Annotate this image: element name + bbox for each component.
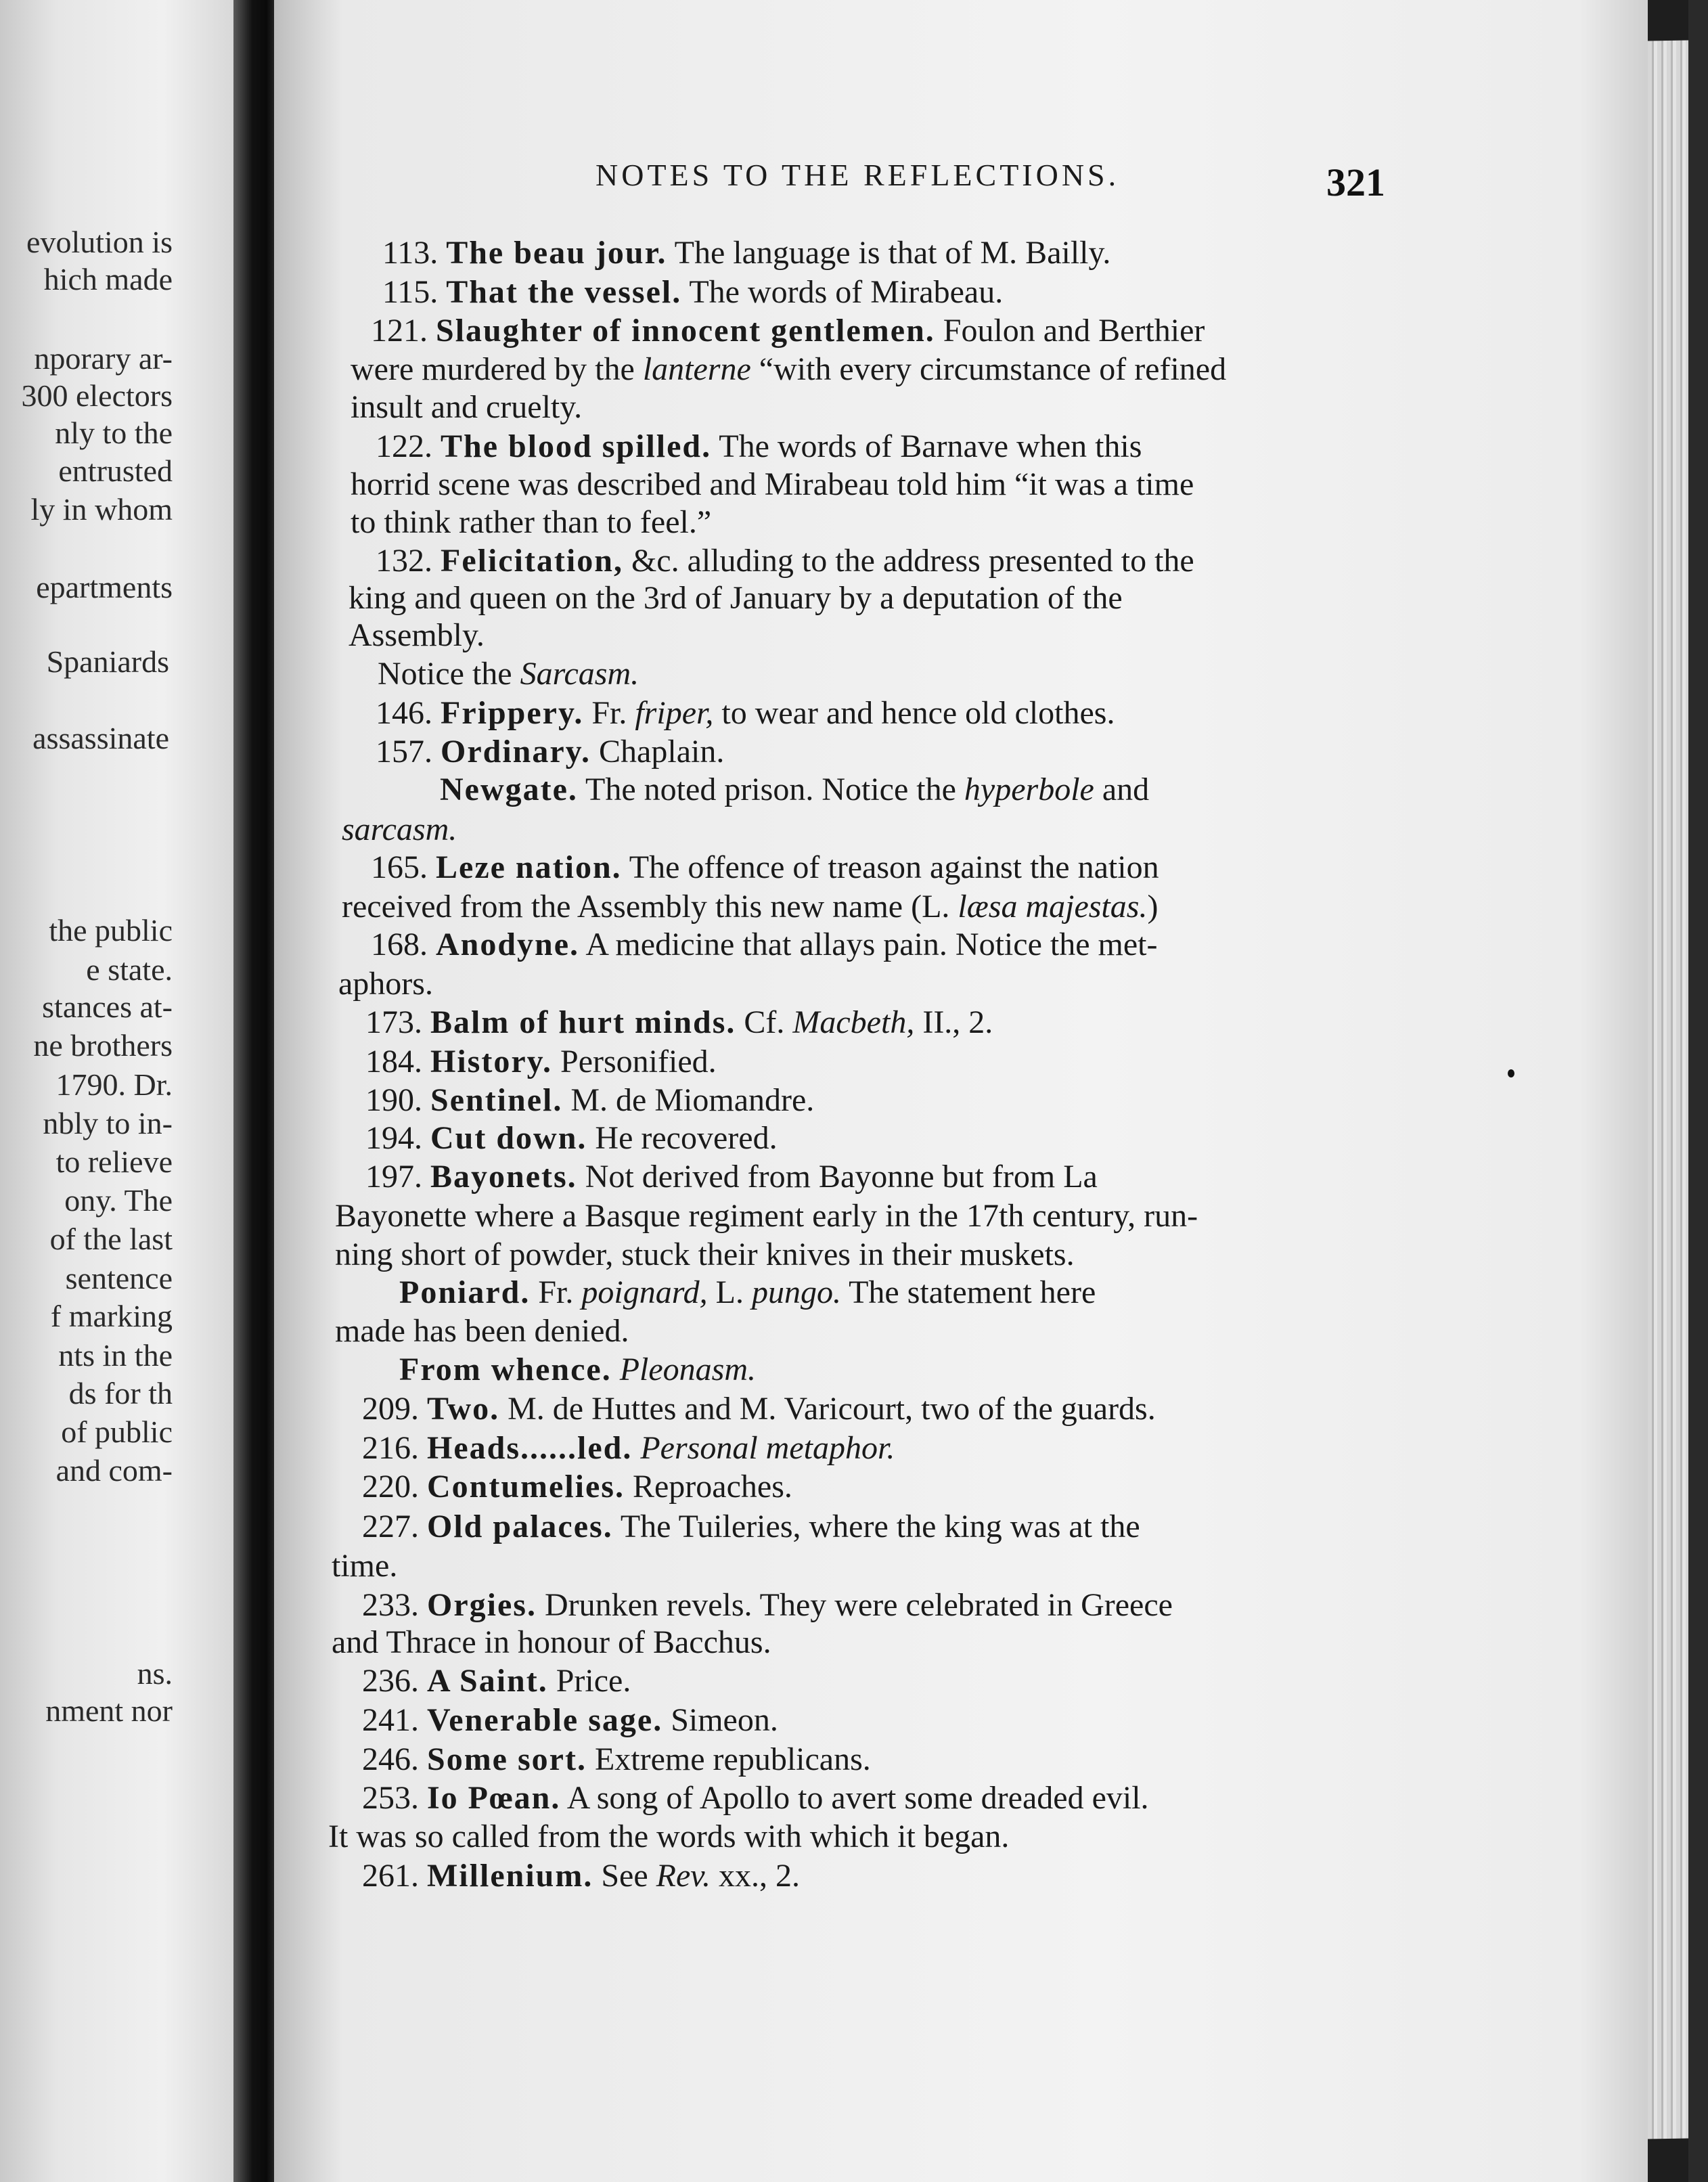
left-page-text-fragment: the public xyxy=(49,913,173,948)
note-line xyxy=(362,1393,1156,1425)
note-text: made has been denied. xyxy=(335,1313,629,1349)
note-italic: Pleonasm. xyxy=(619,1352,757,1387)
note-text: He recovered. xyxy=(587,1120,778,1156)
note-term: Bayonets. xyxy=(430,1159,577,1195)
note-italic: sarcasm. xyxy=(342,811,457,847)
left-page-text-fragment: f marking xyxy=(50,1299,173,1333)
note-line xyxy=(338,968,433,1000)
left-page-text-fragment: nts in the xyxy=(58,1338,173,1373)
note-term: Io Pœan. xyxy=(427,1780,561,1816)
note-text: were murdered by the xyxy=(351,351,643,387)
note-line xyxy=(362,1782,1149,1814)
note-term: Poniard. xyxy=(399,1274,531,1310)
note-term: Heads......led. xyxy=(427,1430,633,1466)
note-text: L. xyxy=(707,1274,752,1310)
note-number: 197. xyxy=(365,1159,422,1195)
note-term: Anodyne. xyxy=(436,927,580,962)
note-term: From whence. xyxy=(399,1352,612,1387)
note-term: Balm of hurt minds. xyxy=(430,1004,736,1040)
note-line xyxy=(351,506,711,539)
note-line xyxy=(376,697,1115,730)
left-page-text-fragment: nbly to in- xyxy=(43,1106,173,1140)
note-text: Notice the xyxy=(378,656,520,692)
note-term: A Saint. xyxy=(427,1663,548,1699)
note-number: 115. xyxy=(382,274,439,310)
note-text: Reproaches. xyxy=(624,1469,792,1505)
note-number: 253. xyxy=(362,1780,419,1816)
left-page-text-fragment: nment nor xyxy=(45,1693,173,1728)
note-text: to wear and hence old clothes. xyxy=(713,695,1115,731)
note-number: 184. xyxy=(365,1044,422,1079)
note-line xyxy=(335,1315,629,1348)
note-line xyxy=(376,736,724,768)
note-line xyxy=(365,1046,717,1078)
note-number: 241. xyxy=(362,1702,419,1738)
note-text: Fr. xyxy=(583,695,635,731)
note-line xyxy=(399,1354,756,1386)
note-text: The offence of treason against the nation xyxy=(621,849,1159,885)
left-page-text-fragment: to relieve xyxy=(55,1144,173,1179)
note-line xyxy=(351,468,1194,501)
note-term: Venerable sage. xyxy=(427,1702,663,1738)
note-number: 132. xyxy=(376,543,432,579)
note-line xyxy=(399,1276,1096,1309)
note-line xyxy=(382,237,1110,269)
note-number: 113. xyxy=(382,235,439,271)
left-page-text-fragment: epartments xyxy=(36,570,173,604)
note-line xyxy=(351,353,1226,386)
note-text: A song of Apollo to avert some dreaded evil. xyxy=(560,1780,1149,1816)
note-italic: Sarcasm. xyxy=(520,656,639,692)
note-italic: lanterne xyxy=(642,351,751,387)
note-term: Slaughter of innocent gentlemen. xyxy=(436,313,935,349)
note-term: Contumelies. xyxy=(427,1469,625,1505)
note-text xyxy=(612,1352,620,1387)
note-line xyxy=(328,1821,1009,1853)
note-line xyxy=(342,811,457,847)
note-text: time. xyxy=(332,1548,398,1584)
left-page-text-fragment: 1790. Dr. xyxy=(55,1067,173,1102)
note-text: &c. alluding to the address presented to the xyxy=(623,543,1194,579)
note-number: 173. xyxy=(365,1004,422,1040)
left-page-text-fragment: ony. The xyxy=(64,1183,173,1218)
note-text: Not derived from Bayonne but from La xyxy=(577,1159,1098,1195)
note-italic: friper, xyxy=(635,695,714,731)
left-page-text-fragment: and com- xyxy=(55,1453,173,1488)
note-text: Fr. xyxy=(530,1274,582,1310)
left-page-text-fragment: ns. xyxy=(137,1656,173,1691)
note-term: The blood spilled. xyxy=(441,428,712,464)
left-page-text-fragment: evolution is xyxy=(26,225,173,259)
note-number: 168. xyxy=(371,927,428,962)
note-line xyxy=(365,1084,814,1117)
note-line xyxy=(365,1006,993,1039)
note-text: The Tuileries, where the king was at the xyxy=(612,1509,1140,1544)
left-page-text-fragment: ly in whom xyxy=(30,492,173,527)
note-term: Millenium. xyxy=(427,1858,593,1894)
note-line xyxy=(335,1200,1198,1232)
left-page-text-fragment: nporary ar- xyxy=(34,341,173,376)
left-page-text-fragment: entrusted xyxy=(58,453,173,488)
note-line xyxy=(371,315,1205,347)
note-line xyxy=(382,276,1003,309)
note-italic: hyperbole xyxy=(964,772,1094,807)
note-text: II., 2. xyxy=(914,1004,993,1040)
note-line xyxy=(376,545,1194,577)
page-number: 321 xyxy=(1326,160,1385,204)
note-text: Bayonette where a Basque regiment early in the 17th century, run- xyxy=(335,1198,1198,1234)
note-number: 194. xyxy=(365,1120,422,1156)
left-page-text-fragment: ds for th xyxy=(68,1376,173,1410)
note-term: Felicitation, xyxy=(441,543,623,579)
note-line xyxy=(371,851,1159,884)
note-text: The noted prison. Notice the xyxy=(577,772,964,807)
note-line xyxy=(440,774,1149,806)
note-text: received from the Assembly this new name (L. xyxy=(342,889,958,925)
note-italic: Personal metaphor. xyxy=(640,1430,895,1466)
note-term: Orgies. xyxy=(427,1587,537,1623)
note-text: The words of Mirabeau. xyxy=(681,274,1004,310)
note-line xyxy=(332,1550,397,1582)
note-number: 227. xyxy=(362,1509,419,1544)
note-text: Assembly. xyxy=(349,617,485,653)
note-text: The words of Barnave when this xyxy=(711,428,1142,464)
note-text: to think rather than to feel.” xyxy=(351,504,712,540)
note-number: 122. xyxy=(376,428,432,464)
note-term: Newgate. xyxy=(440,772,578,807)
left-page-text-fragment: assassinate xyxy=(32,721,169,755)
note-text: Foulon and Berthier xyxy=(935,313,1205,349)
note-text: See xyxy=(593,1858,656,1894)
note-text: Price. xyxy=(547,1663,631,1699)
note-number: 233. xyxy=(362,1587,419,1623)
note-term: Old palaces. xyxy=(427,1509,613,1544)
note-text: A medicine that allays pain. Notice the met- xyxy=(579,927,1158,962)
left-page-text-fragment: of the last xyxy=(49,1222,173,1256)
note-text: insult and cruelty. xyxy=(351,389,583,425)
note-line xyxy=(362,1743,871,1776)
note-term: Sentinel. xyxy=(430,1082,563,1118)
note-number: 216. xyxy=(362,1430,419,1466)
note-text: The statement here xyxy=(840,1274,1096,1310)
note-number: 220. xyxy=(362,1469,419,1505)
note-line xyxy=(342,891,1158,923)
note-term: Two. xyxy=(427,1391,500,1427)
note-line xyxy=(376,430,1142,463)
note-text: M. de Miomandre. xyxy=(562,1082,815,1118)
note-number: 165. xyxy=(371,849,428,885)
note-text xyxy=(632,1430,640,1466)
note-text: king and queen on the 3rd of January by a deputation of the xyxy=(349,580,1123,616)
left-page-text-fragment: ne brothers xyxy=(33,1028,173,1063)
note-text: and xyxy=(1094,772,1150,807)
note-text: Simeon. xyxy=(662,1702,778,1738)
note-line xyxy=(332,1626,771,1659)
note-number: 261. xyxy=(362,1858,419,1894)
note-italic: poignard, xyxy=(581,1274,708,1310)
ink-speck xyxy=(1508,1069,1514,1077)
note-number: 146. xyxy=(376,695,432,731)
note-text: xx., 2. xyxy=(711,1858,801,1894)
note-italic: læsa majestas. xyxy=(958,889,1148,925)
note-term: Frippery. xyxy=(441,695,584,731)
note-line xyxy=(362,1471,792,1503)
note-number: 209. xyxy=(362,1391,419,1427)
note-line xyxy=(351,391,582,424)
left-page-text-fragment: of public xyxy=(61,1415,173,1449)
left-page-text-fragment: stances at- xyxy=(42,989,173,1024)
note-text: horrid scene was described and Mirabeau told him “it was a time xyxy=(351,466,1194,502)
note-text: Personified. xyxy=(552,1044,717,1079)
note-line xyxy=(335,1239,1075,1271)
note-line xyxy=(362,1860,800,1892)
left-page-text-fragment: sentence xyxy=(65,1261,173,1295)
note-italic: Macbeth, xyxy=(792,1004,915,1040)
note-italic: Rev. xyxy=(656,1858,711,1894)
note-number: 190. xyxy=(365,1082,422,1118)
note-line xyxy=(362,1511,1140,1543)
note-text: It was so called from the words with which it began. xyxy=(328,1819,1010,1854)
note-line xyxy=(365,1122,778,1155)
note-line xyxy=(362,1665,631,1697)
note-line xyxy=(362,1704,778,1737)
note-text: “with every circumstance of refined xyxy=(750,351,1227,387)
note-text: Extreme republicans. xyxy=(586,1741,871,1777)
note-term: History. xyxy=(430,1044,552,1079)
note-line xyxy=(365,1161,1098,1193)
note-text: Drunken revels. They were celebrated in Greece xyxy=(536,1587,1173,1623)
note-text: M. de Huttes and M. Varicourt, two of the guards. xyxy=(499,1391,1156,1427)
note-line xyxy=(349,619,485,652)
note-number: 121. xyxy=(371,313,428,349)
note-italic: pungo. xyxy=(751,1274,841,1310)
note-line xyxy=(371,929,1157,961)
left-page-text-fragment: nly to the xyxy=(55,416,173,450)
note-term: Some sort. xyxy=(427,1741,587,1777)
left-page-text-fragment: 300 electors xyxy=(21,378,173,413)
note-line xyxy=(349,582,1123,615)
left-page-text-fragment: e state. xyxy=(86,952,173,987)
note-term: Ordinary. xyxy=(441,734,591,770)
note-number: 236. xyxy=(362,1663,419,1699)
note-text: ) xyxy=(1147,889,1159,925)
note-text: Cf. xyxy=(736,1004,793,1040)
note-term: Leze nation. xyxy=(436,849,622,885)
note-line xyxy=(378,658,639,690)
note-term: The beau jour. xyxy=(446,235,667,271)
running-header: NOTES TO THE REFLECTIONS. xyxy=(595,158,1120,192)
note-text: Chaplain. xyxy=(591,734,725,770)
left-page-text-fragment: hich made xyxy=(43,262,173,296)
note-term: Cut down. xyxy=(430,1120,587,1156)
note-term: That the vessel. xyxy=(446,274,682,310)
note-line xyxy=(362,1432,895,1465)
note-text: aphors. xyxy=(338,966,433,1002)
note-text: ning short of powder, stuck their knives in their muskets. xyxy=(335,1237,1075,1272)
note-text: The language is that of M. Bailly. xyxy=(667,235,1111,271)
left-page-text-fragment: Spaniards xyxy=(46,644,169,679)
note-text: and Thrace in honour of Bacchus. xyxy=(332,1624,771,1660)
note-number: 246. xyxy=(362,1741,419,1777)
note-number: 157. xyxy=(376,734,432,770)
note-line xyxy=(362,1589,1173,1622)
